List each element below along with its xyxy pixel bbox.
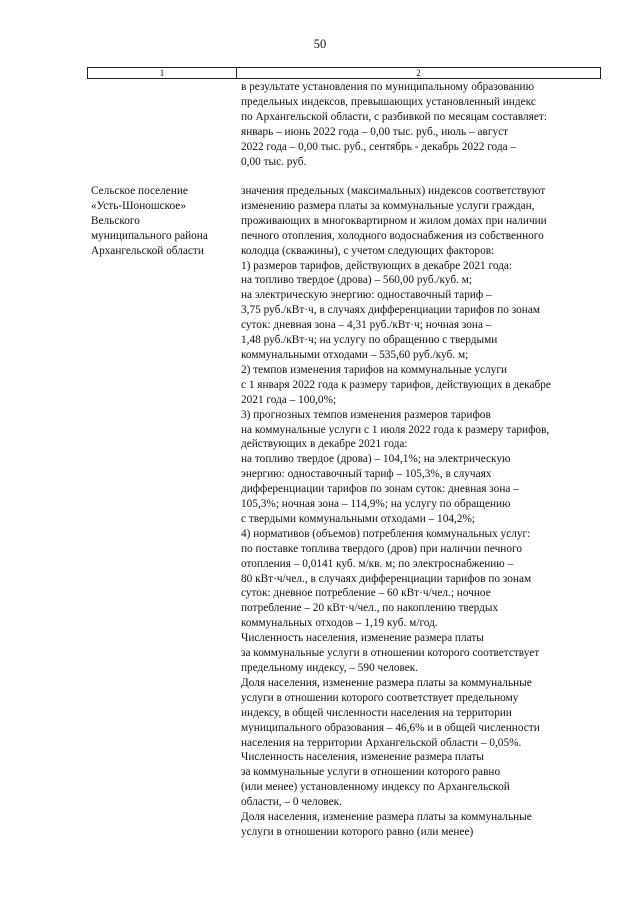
text-line: потребление – 20 кВт·ч/чел., по накоплению твердых	[241, 602, 499, 615]
text-line: предельных индексов, превышающих установленный индекс	[241, 95, 536, 108]
text-line: предельному индексу, – 590 человек.	[241, 662, 419, 674]
text-line: 1,48 руб./кВт·ч; на услугу по обращению с твердыми	[241, 334, 498, 347]
column-2-header: 2	[416, 68, 421, 78]
text-line: коммунальными отходами – 535,60 руб./куб. м;	[241, 348, 469, 361]
text-line: колодца (скважины), с учетом следующих факторов:	[241, 244, 495, 257]
text-line: населения на территории Архангельской области – 0,05%.	[241, 736, 522, 749]
text-line: Архангельской области	[91, 244, 204, 257]
text-line: 4) нормативов (объемов) потребления коммунальных услуг:	[241, 527, 531, 540]
text-line: суток: дневное потребление – 60 кВт·ч/чел.; ночное	[241, 587, 491, 600]
text-line: действующих в декабре 2021 года:	[241, 438, 408, 451]
text-line: на топливо твердое (дрова) – 560,00 руб./куб. м;	[241, 274, 473, 287]
text-line: по поставке топлива твердого (дров) при наличии печного	[241, 542, 522, 555]
text-line: Вельского	[91, 214, 140, 227]
text-line: 80 кВт·ч/чел., в случаях дифференциации тарифов по зонам	[241, 572, 532, 585]
text-line: 3,75 руб./кВт·ч, в случаях дифференциации тарифов по зонам	[241, 304, 541, 317]
text-line: Сельское поселение	[91, 185, 188, 197]
text-line: суток: дневная зона – 4,31 руб./кВт·ч; ночная зона –	[241, 319, 492, 332]
text-line: изменению размера платы за коммунальные услуги граждан,	[241, 199, 535, 212]
text-line: (или менее) установленному индексу по Архангельской	[241, 781, 510, 794]
text-line: Доля населения, изменение размера платы за коммунальные	[241, 811, 532, 824]
text-line: на коммунальные услуги с 1 июля 2022 года к размеру тарифов,	[241, 423, 550, 436]
text-line: «Усть-Шоношское»	[91, 199, 186, 212]
text-line: январь – июнь 2022 года – 0,00 тыс. руб., июль – август	[241, 125, 509, 138]
text-line: индексу, в общей численности населения на территории	[241, 706, 512, 719]
text-line: коммунальных отходов – 1,19 куб. м/год.	[241, 617, 438, 630]
text-line: Численность населения, изменение размера платы	[241, 632, 484, 645]
text-line: области, – 0 человек.	[241, 796, 342, 809]
text-line: Численность населения, изменение размера платы	[241, 751, 484, 764]
text-line: по Архангельской области, с разбивкой по месяцам составляет:	[241, 110, 547, 123]
text-line: проживающих в многоквартирном и жилом домах при наличии	[241, 214, 547, 227]
text-line: в результате установления по муниципальному образованию	[241, 81, 535, 93]
text-line: муниципального района	[91, 229, 208, 242]
text-line: печного отопления, холодного водоснабжения из собственного	[241, 229, 544, 242]
text-line: дифференциации тарифов по зонам суток: дневная зона –	[241, 483, 519, 496]
text-line: услуги в отношении которого равно (или менее)	[241, 825, 474, 838]
text-line: за коммунальные услуги в отношении которого равно	[241, 766, 501, 779]
continuation-text	[241, 80, 547, 169]
text-line: муниципального образования – 46,6% и в общей численности	[241, 721, 540, 734]
page-number: 50	[313, 37, 327, 51]
text-line: значения предельных (максимальных) индексов соответствуют	[241, 185, 546, 197]
text-line: 1) размеров тарифов, действующих в декабре 2021 года:	[241, 259, 513, 272]
text-line: на электрическую энергию: одноставочный тариф –	[241, 289, 492, 302]
text-line: с твердыми коммунальными отходами – 104,2%;	[241, 512, 476, 525]
text-line: 105,3%; ночная зона – 114,9%; на услугу по обращению	[241, 498, 511, 511]
text-line: 0,00 тыс. руб.	[241, 155, 307, 168]
text-line: за коммунальные услуги в отношении которого соответствует	[241, 647, 540, 660]
tariff-description	[241, 184, 551, 840]
text-line: с 1 января 2022 года к размеру тарифов, действующих в декабре	[241, 378, 551, 391]
text-line: энергию: одноставочный тариф – 105,3%, в случаях	[241, 468, 492, 481]
table-header-row	[87, 67, 601, 79]
text-line: Доля населения, изменение размера платы за коммунальные	[241, 676, 532, 689]
text-line: 3) прогнозных темпов изменения размеров тарифов	[241, 408, 491, 421]
municipality-name	[91, 184, 208, 259]
text-line: на топливо твердое (дрова) – 104,1%; на электрическую	[241, 453, 511, 466]
text-line: 2022 года – 0,00 тыс. руб., сентябрь - декабрь 2022 года –	[241, 140, 517, 153]
text-line: 2021 года – 100,0%;	[241, 393, 337, 406]
column-1-header: 1	[88, 68, 237, 78]
text-line: 2) темпов изменения тарифов на коммунальные услуги	[241, 363, 508, 376]
text-line: услуги в отношении которого соответствует предельному	[241, 691, 519, 704]
text-line: отопления – 0,0141 куб. м/кв. м; по электроснабжению –	[241, 557, 514, 570]
